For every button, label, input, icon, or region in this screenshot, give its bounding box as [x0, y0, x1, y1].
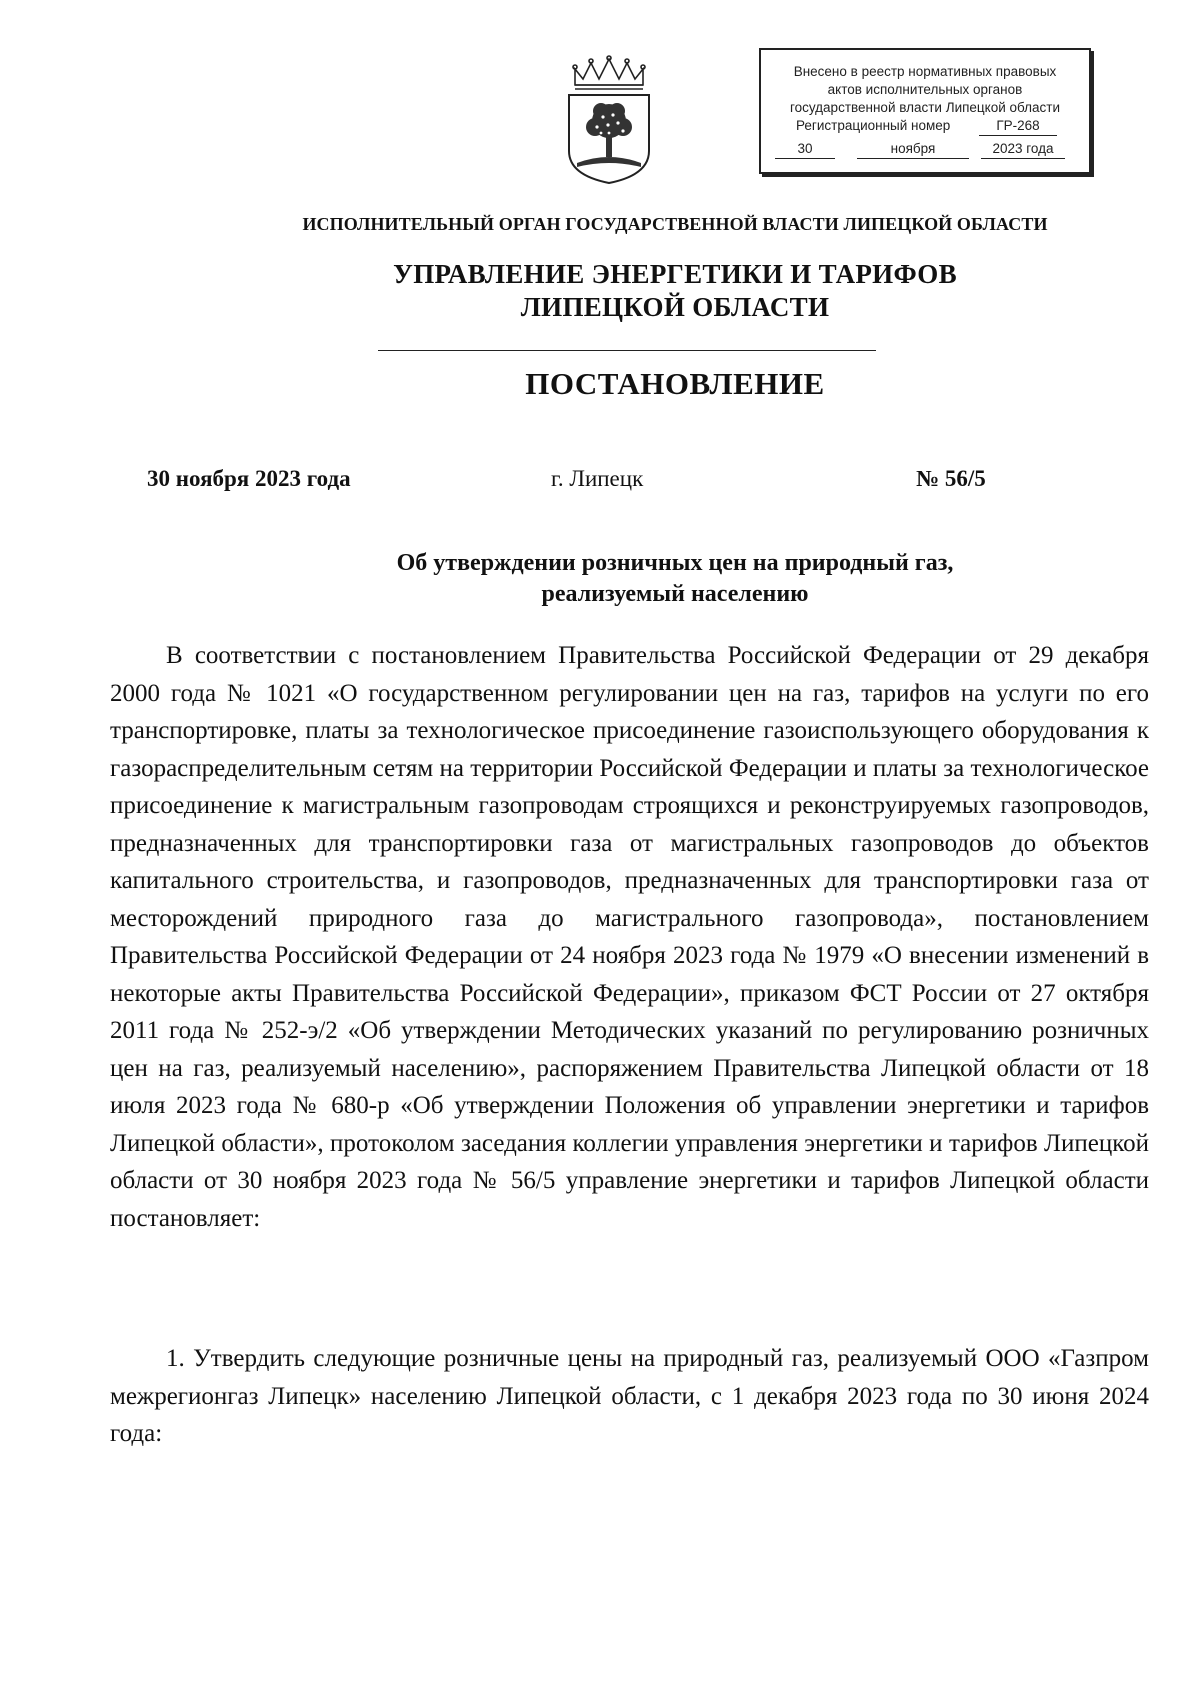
document-number: № 56/5 — [916, 466, 986, 491]
lipetsk-coat-of-arms-icon — [563, 55, 655, 185]
stamp-registration-label: Регистрационный номер — [796, 118, 951, 133]
stamp-line-3: государственной власти Липецкой области — [789, 100, 1061, 115]
department-heading-line-1: УПРАВЛЕНИЕ ЭНЕРГЕТИКИ И ТАРИФОВ — [393, 259, 957, 289]
document-type-title: ПОСТАНОВЛЕНИЕ — [525, 366, 825, 401]
stamp-date-month: ноября — [857, 140, 969, 159]
stamp-date-row — [761, 140, 1089, 160]
document-subject-line-1: Об утверждении розничных цен на природный газ, — [396, 550, 954, 576]
header-divider — [378, 350, 876, 351]
preamble-paragraph: В соответствии с постановлением Правительства Российской Федерации от 29 декабря 2000 года № 1021 «О государственном регулировании цен на газ, тарифов на услуги по его транспортировке, платы за технологическое присоединение газоиспользующего оборудования к газораспределительным сетям на территории Российской Федерации и платы за технологическое присоединение к магистральным газопроводам строящихся и реконструируемых газопроводов, предназначенных для транспортировки газа от магистральных газопроводов до объектов капитального строительства, и газопроводов, предназначенных для транспортировки газа от месторождений природного газа до магистрального газопровода», постановлением Правительства Российской Федерации от 24 ноября 2023 года № 1979 «О внесении изменений в некоторые акты Правительства Российской Федерации», приказом ФСТ России от 27 октября 2011 года № 252-э/2 «Об утверждении Методических указаний по регулированию розничных цен на газ, реализуемый населению», распоряжением Правительства Липецкой области от 18 июля 2023 года № 680-р «Об утверждении Положения об управлении энергетики и тарифов Липецкой области», протоколом заседания коллегии управления энергетики и тарифов Липецкой области от 30 ноября 2023 года № 56/5 управление энергетики и тарифов Липецкой области постановляет: — [110, 642, 1149, 1232]
document-date: 30 ноября 2023 года — [147, 466, 351, 491]
stamp-line-1: Внесено в реестр нормативных правовых — [793, 64, 1057, 79]
registry-stamp — [759, 48, 1091, 174]
stamp-date-year: 2023 года — [981, 140, 1065, 159]
department-heading — [0, 258, 1200, 324]
stamp-registration-number: ГР-268 — [979, 117, 1057, 136]
document-subject — [0, 548, 1200, 610]
stamp-registration-row — [761, 117, 1089, 137]
department-heading-line-2: ЛИПЕЦКОЙ ОБЛАСТИ — [520, 292, 830, 322]
authority-heading: ИСПОЛНИТЕЛЬНЫЙ ОРГАН ГОСУДАРСТВЕННОЙ ВЛАСТИ ЛИПЕЦКОЙ ОБЛАСТИ — [302, 214, 1048, 234]
stamp-date-day: 30 — [775, 140, 835, 159]
document-subject-line-2: реализуемый населению — [541, 581, 809, 607]
document-place: г. Липецк — [551, 466, 644, 491]
stamp-line-2: актов исполнительных органов — [827, 82, 1023, 97]
clause-1-paragraph: 1. Утвердить следующие розничные цены на природный газ, реализуемый ООО «Газпром межрегионгаз Липецк» населению Липецкой области, с 1 декабря 2023 года по 30 июня 2024 года: — [110, 1345, 1149, 1447]
